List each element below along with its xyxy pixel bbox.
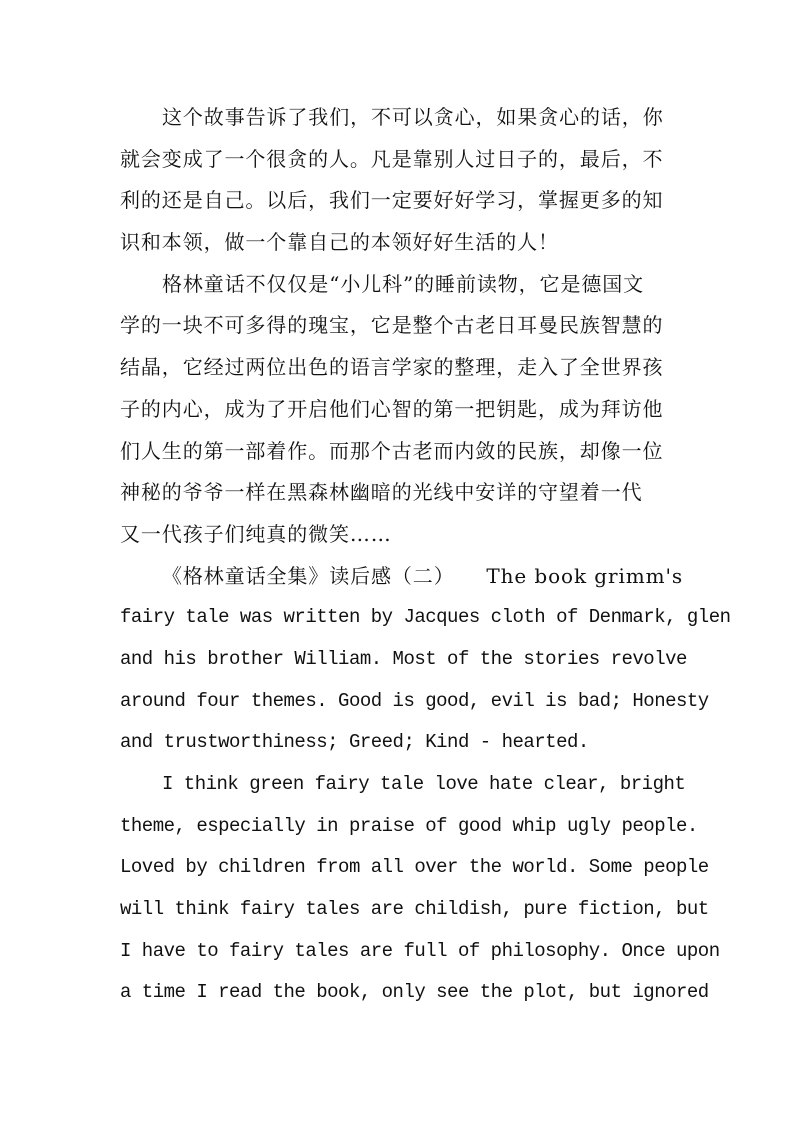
paragraph-3-line-4: around four themes. Good is good, evil is bad; Honesty — [120, 689, 709, 712]
paragraph-1-line-3: 利的还是自己。以后，我们一定要好好学习，掌握更多的知 — [120, 188, 664, 213]
paragraph-3-line-3: and his brother William. Most of the stories revolve — [120, 647, 687, 670]
paragraph-3-line-2: fairy tale was written by Jacques cloth of Denmark, glen — [120, 606, 731, 629]
paragraph-2-line-3: 结晶，它经过两位出色的语言学家的整理，走入了全世界孩 — [120, 355, 664, 380]
paragraph-1-line-1: 这个故事告诉了我们，不可以贪心，如果贪心的话，你 — [162, 105, 664, 129]
paragraph-3-line-5: and trustworthiness; Greed; Kind - hearted. — [120, 731, 589, 754]
paragraph-2-line-7: 又一代孩子们纯真的微笑…… — [120, 521, 392, 546]
paragraph-4-line-1: I think green fairy tale love hate clear, bright — [162, 773, 686, 795]
paragraph-3-line-1: 《格林童话全集》读后感（二） The book grimm's — [162, 563, 684, 588]
paragraph-2-line-6: 神秘的爷爷一样在黑森林幽暗的光线中安详的守望着一代 — [120, 480, 643, 505]
document-body — [120, 97, 731, 1014]
paragraph-4-line-5: I have to fairy tales are full of philosophy. Once upon — [120, 939, 720, 962]
paragraph-2-line-4: 子的内心，成为了开启他们心智的第一把钥匙，成为拜访他 — [120, 396, 664, 421]
paragraph-4-line-2: theme, especially in praise of good whip ugly people. — [120, 814, 698, 837]
paragraph-1-line-2: 就会变成了一个很贪的人。凡是靠别人过日子的，最后，不 — [120, 146, 664, 171]
paragraph-4-line-4: will think fairy tales are childish, pure fiction, but — [120, 898, 709, 921]
paragraph-1-line-4: 识和本领，做一个靠自己的本领好好生活的人！ — [120, 230, 559, 255]
paragraph-2-line-2: 学的一块不可多得的瑰宝，它是整个古老日耳曼民族智慧的 — [120, 313, 664, 338]
paragraph-2-line-1: 格林童话不仅仅是“小儿科”的睡前读物，它是德国文 — [162, 271, 645, 296]
paragraph-2-line-5: 们人生的第一部着作。而那个古老而内敛的民族，却像一位 — [120, 438, 664, 463]
paragraph-4-line-6: a time I read the book, only see the plot, but ignored — [120, 981, 709, 1004]
paragraph-4-line-3: Loved by children from all over the world. Some people — [120, 856, 709, 879]
